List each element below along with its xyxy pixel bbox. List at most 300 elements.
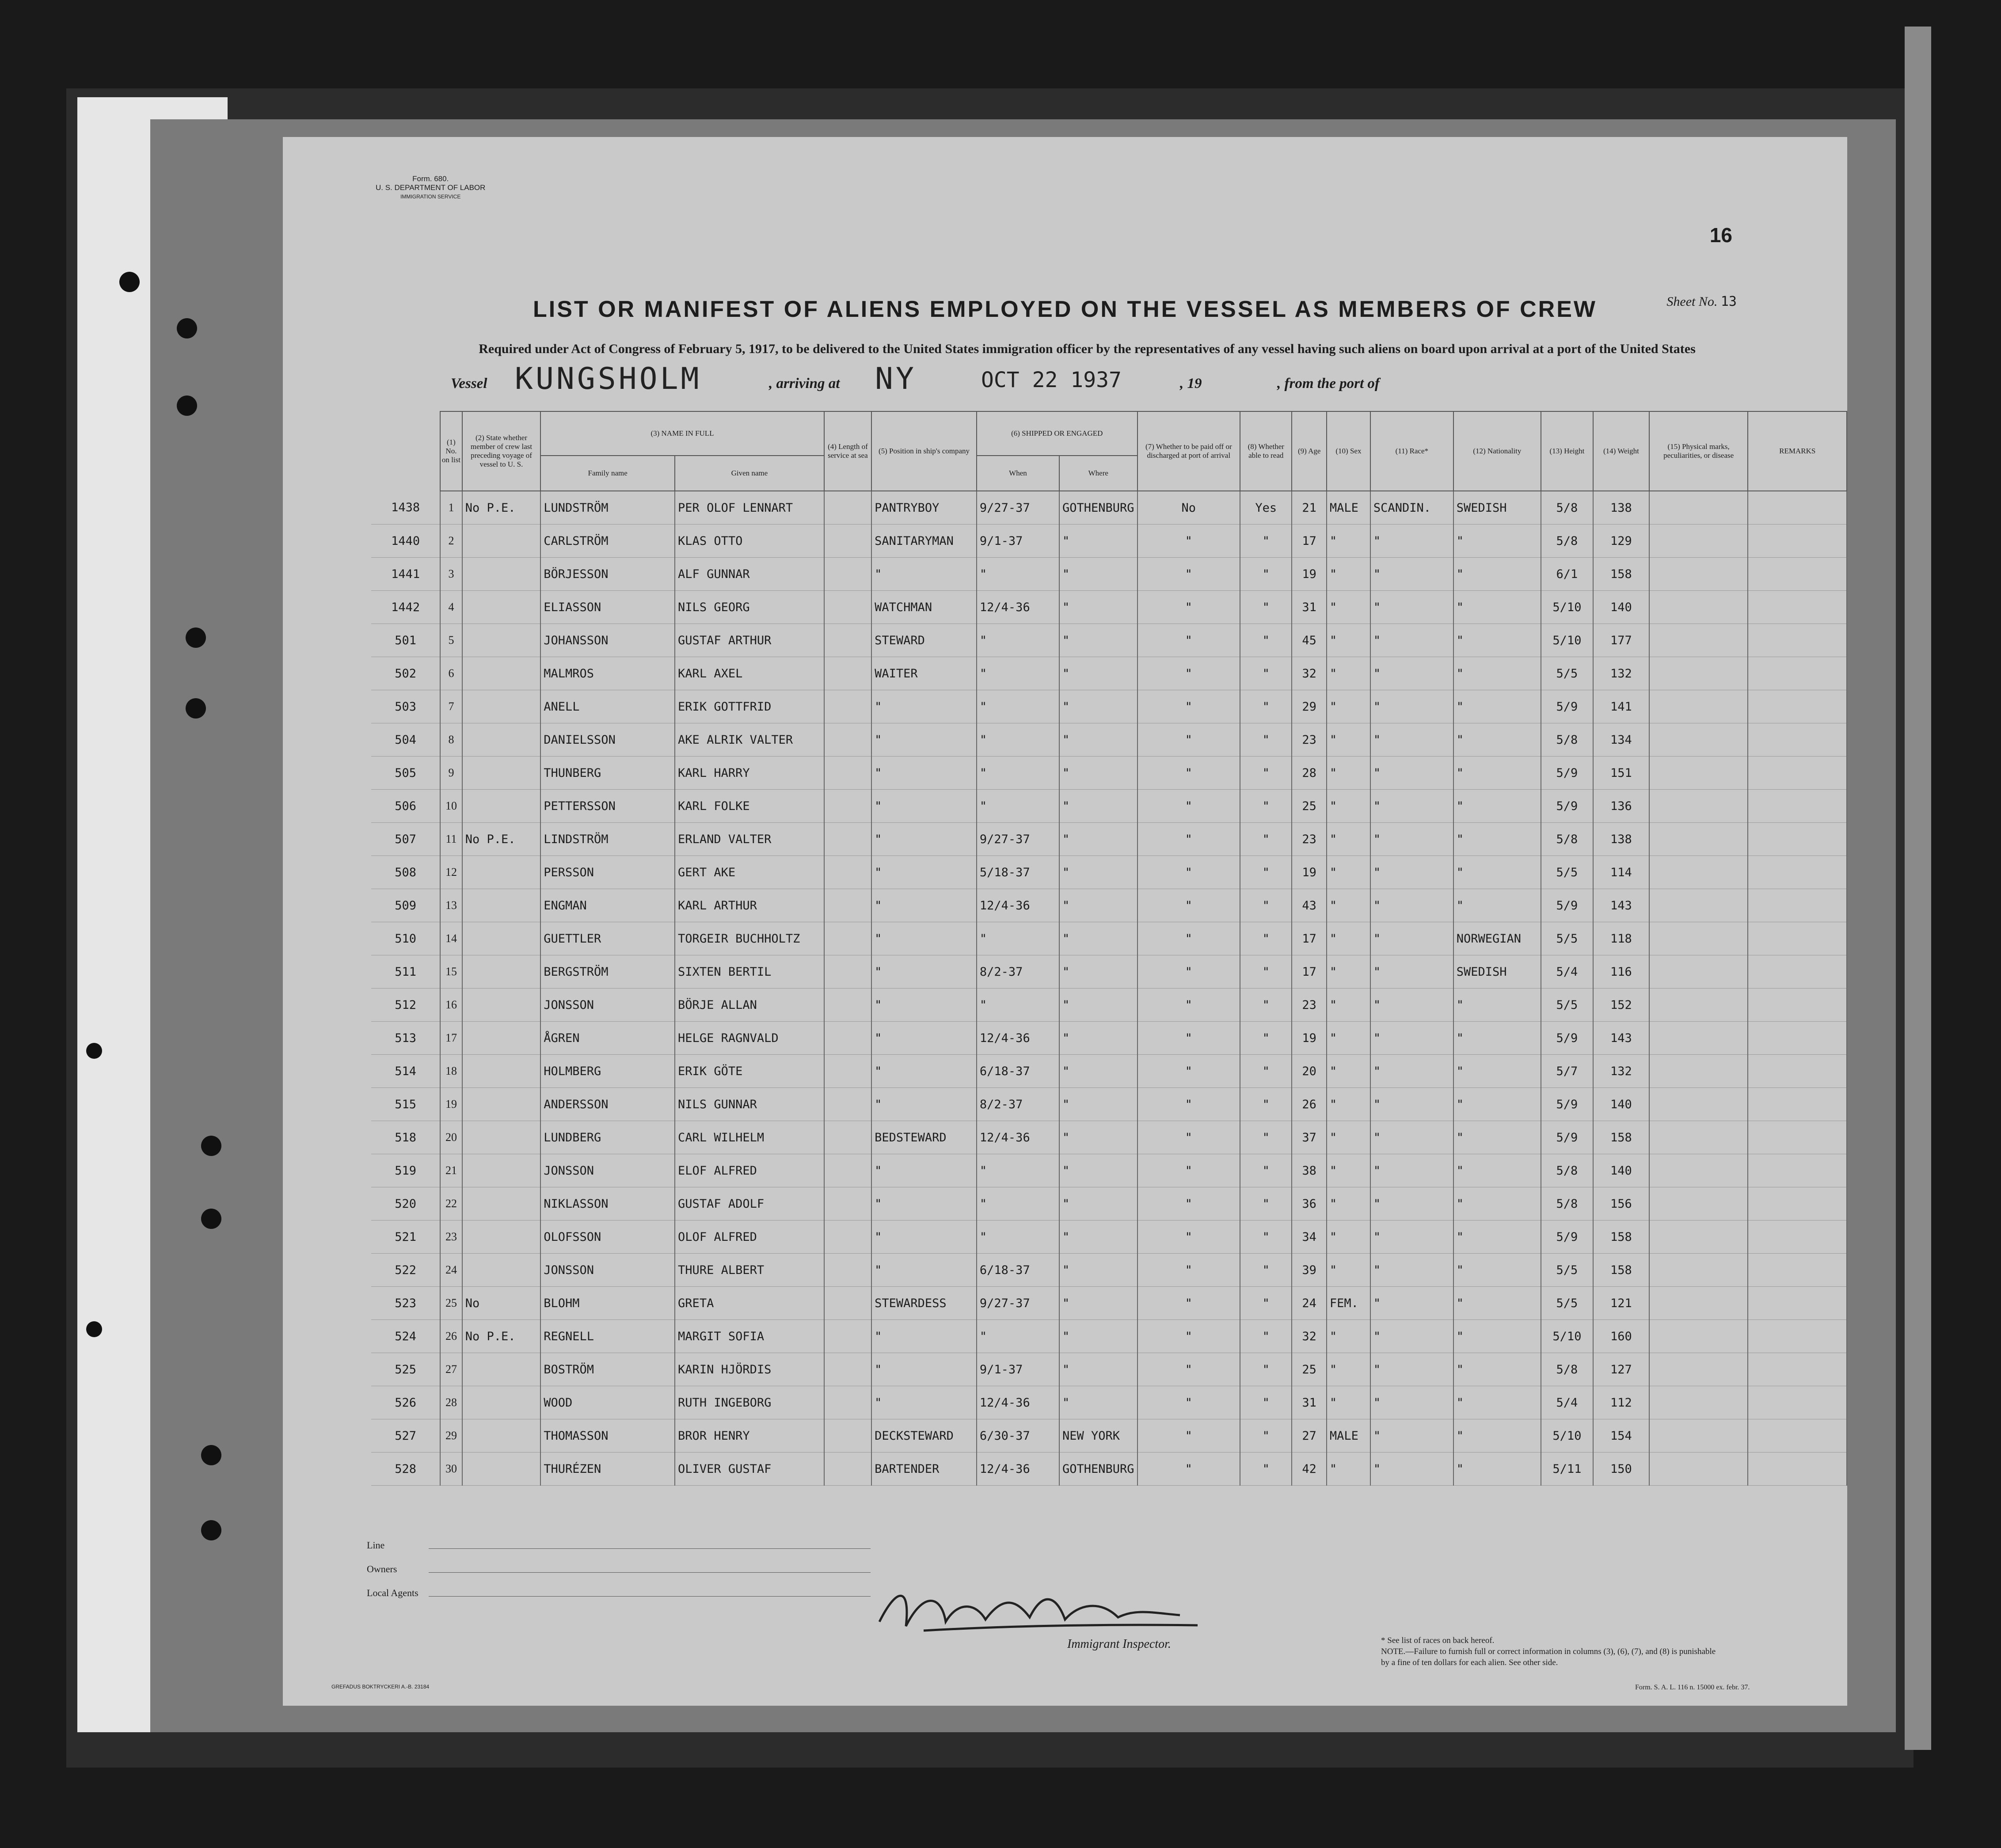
service-length-cell xyxy=(824,1254,871,1287)
given-name-cell: MARGIT SOFIA xyxy=(675,1320,824,1353)
shipped-where-cell: " xyxy=(1059,1353,1137,1386)
family-name-cell: ANDERSSON xyxy=(540,1088,675,1121)
previous-voyage-cell xyxy=(462,1386,541,1419)
shipped-when-cell: " xyxy=(977,757,1059,790)
row-number-cell: 14 xyxy=(440,922,462,955)
family-name-cell: CARLSTRÖM xyxy=(540,525,675,558)
given-name-cell: ERIK GOTTFRID xyxy=(675,690,824,723)
height-cell: 5/8 xyxy=(1541,525,1593,558)
physical-marks-cell xyxy=(1649,690,1748,723)
height-cell: 5/5 xyxy=(1541,856,1593,889)
height-cell: 5/5 xyxy=(1541,657,1593,690)
paid-off-cell: " xyxy=(1137,989,1240,1022)
table-row xyxy=(371,1419,1847,1453)
age-cell: 28 xyxy=(1292,757,1326,790)
table-row xyxy=(371,1287,1847,1320)
paid-off-cell: " xyxy=(1137,591,1240,624)
physical-marks-cell xyxy=(1649,1088,1748,1121)
race-cell: " xyxy=(1370,889,1453,922)
able-to-read-cell: " xyxy=(1240,690,1292,723)
remarks-cell xyxy=(1748,1055,1847,1088)
age-cell: 31 xyxy=(1292,1386,1326,1419)
position-cell: " xyxy=(871,1386,977,1419)
weight-cell: 121 xyxy=(1593,1287,1649,1320)
nationality-cell: " xyxy=(1453,1287,1541,1320)
able-to-read-cell: " xyxy=(1240,1386,1292,1419)
row-number-cell: 29 xyxy=(440,1419,462,1453)
age-cell: 21 xyxy=(1292,491,1326,525)
race-cell: " xyxy=(1370,1088,1453,1121)
able-to-read-cell: " xyxy=(1240,591,1292,624)
previous-voyage-cell xyxy=(462,1121,541,1154)
weight-cell: 156 xyxy=(1593,1187,1649,1221)
service-length-cell xyxy=(824,922,871,955)
race-cell: " xyxy=(1370,1121,1453,1154)
row-number-cell: 22 xyxy=(440,1187,462,1221)
row-number-cell: 25 xyxy=(440,1287,462,1320)
ref-number-cell: 503 xyxy=(371,690,440,723)
given-name-cell: ERIK GÖTE xyxy=(675,1055,824,1088)
previous-voyage-cell xyxy=(462,1353,541,1386)
table-row xyxy=(371,723,1847,757)
age-cell: 37 xyxy=(1292,1121,1326,1154)
nationality-cell: " xyxy=(1453,624,1541,657)
age-cell: 32 xyxy=(1292,657,1326,690)
col-remarks-header: REMARKS xyxy=(1748,411,1847,491)
position-cell: SANITARYMAN xyxy=(871,525,977,558)
shipped-where-cell: " xyxy=(1059,1386,1137,1419)
age-cell: 32 xyxy=(1292,1320,1326,1353)
row-number-cell: 2 xyxy=(440,525,462,558)
table-row xyxy=(371,591,1847,624)
height-cell: 5/9 xyxy=(1541,1088,1593,1121)
able-to-read-cell: " xyxy=(1240,1022,1292,1055)
remarks-cell xyxy=(1748,1121,1847,1154)
shipped-when-cell: 12/4-36 xyxy=(977,591,1059,624)
remarks-cell xyxy=(1748,1187,1847,1221)
remarks-cell xyxy=(1748,525,1847,558)
physical-marks-cell xyxy=(1649,922,1748,955)
row-number-cell: 17 xyxy=(440,1022,462,1055)
form-sal-mark: Form. S. A. L. 116 n. 15000 ex. febr. 37. xyxy=(1635,1684,1750,1691)
physical-marks-cell xyxy=(1649,856,1748,889)
weight-cell: 151 xyxy=(1593,757,1649,790)
shipped-when-cell: 6/18-37 xyxy=(977,1254,1059,1287)
age-cell: 19 xyxy=(1292,1022,1326,1055)
service-length-cell xyxy=(824,955,871,989)
given-name-cell: HELGE RAGNVALD xyxy=(675,1022,824,1055)
nationality-cell: " xyxy=(1453,889,1541,922)
physical-marks-cell xyxy=(1649,1022,1748,1055)
position-cell: " xyxy=(871,757,977,790)
family-name-cell: LUNDBERG xyxy=(540,1121,675,1154)
age-cell: 26 xyxy=(1292,1088,1326,1121)
remarks-cell xyxy=(1748,1254,1847,1287)
able-to-read-cell: " xyxy=(1240,1254,1292,1287)
previous-voyage-cell xyxy=(462,1187,541,1221)
age-cell: 39 xyxy=(1292,1254,1326,1287)
col-race-header: (11) Race* xyxy=(1370,411,1453,491)
shipped-when-cell: " xyxy=(977,989,1059,1022)
family-name-cell: THOMASSON xyxy=(540,1419,675,1453)
physical-marks-cell xyxy=(1649,1187,1748,1221)
punch-hole xyxy=(86,1043,102,1059)
given-name-cell: CARL WILHELM xyxy=(675,1121,824,1154)
col-height-header: (13) Height xyxy=(1541,411,1593,491)
nationality-cell: " xyxy=(1453,856,1541,889)
family-name-cell: LUNDSTRÖM xyxy=(540,491,675,525)
family-name-cell: LINDSTRÖM xyxy=(540,823,675,856)
previous-voyage-cell xyxy=(462,856,541,889)
height-cell: 5/8 xyxy=(1541,491,1593,525)
row-number-cell: 28 xyxy=(440,1386,462,1419)
col-no-on-list-header: (1) No. on list xyxy=(440,411,462,491)
previous-voyage-cell: No xyxy=(462,1287,541,1320)
position-cell: " xyxy=(871,1022,977,1055)
physical-marks-cell xyxy=(1649,1386,1748,1419)
physical-marks-cell xyxy=(1649,1353,1748,1386)
row-number-cell: 23 xyxy=(440,1221,462,1254)
race-cell: " xyxy=(1370,1453,1453,1486)
position-cell: BARTENDER xyxy=(871,1453,977,1486)
ref-number-cell: 1442 xyxy=(371,591,440,624)
nationality-cell: " xyxy=(1453,989,1541,1022)
ref-number-cell: 528 xyxy=(371,1453,440,1486)
row-number-cell: 12 xyxy=(440,856,462,889)
sex-cell: " xyxy=(1327,591,1370,624)
manifest-sheet xyxy=(283,137,1847,1706)
given-name-cell: GERT AKE xyxy=(675,856,824,889)
sex-cell: " xyxy=(1327,856,1370,889)
nationality-cell: " xyxy=(1453,790,1541,823)
service-length-cell xyxy=(824,690,871,723)
sex-cell: " xyxy=(1327,657,1370,690)
paid-off-cell: " xyxy=(1137,790,1240,823)
line-field xyxy=(367,1533,418,1557)
able-to-read-cell: " xyxy=(1240,1320,1292,1353)
age-cell: 17 xyxy=(1292,922,1326,955)
position-cell: " xyxy=(871,690,977,723)
row-number-cell: 6 xyxy=(440,657,462,690)
physical-marks-cell xyxy=(1649,889,1748,922)
shipped-where-cell: " xyxy=(1059,1287,1137,1320)
remarks-cell xyxy=(1748,723,1847,757)
table-row xyxy=(371,889,1847,922)
position-cell: " xyxy=(871,922,977,955)
previous-voyage-cell: No P.E. xyxy=(462,823,541,856)
position-cell: " xyxy=(871,1353,977,1386)
previous-voyage-cell xyxy=(462,525,541,558)
paid-off-cell: " xyxy=(1137,1254,1240,1287)
able-to-read-cell: " xyxy=(1240,922,1292,955)
family-name-cell: JOHANSSON xyxy=(540,624,675,657)
shipped-where-cell: " xyxy=(1059,1254,1137,1287)
remarks-cell xyxy=(1748,922,1847,955)
weight-cell: 158 xyxy=(1593,558,1649,591)
col-position-header: (5) Position in ship's company xyxy=(871,411,977,491)
shipped-where-cell: " xyxy=(1059,1022,1137,1055)
ref-number-cell: 520 xyxy=(371,1187,440,1221)
punch-hole xyxy=(86,1321,102,1337)
table-row xyxy=(371,1187,1847,1221)
family-name-cell: BLOHM xyxy=(540,1287,675,1320)
able-to-read-cell: " xyxy=(1240,1088,1292,1121)
able-to-read-cell: " xyxy=(1240,1055,1292,1088)
punch-hole xyxy=(186,627,206,648)
ref-number-cell: 515 xyxy=(371,1088,440,1121)
family-name-cell: HOLMBERG xyxy=(540,1055,675,1088)
age-cell: 31 xyxy=(1292,591,1326,624)
race-cell: " xyxy=(1370,624,1453,657)
shipped-when-cell: 12/4-36 xyxy=(977,1453,1059,1486)
able-to-read-cell: " xyxy=(1240,889,1292,922)
weight-cell: 140 xyxy=(1593,1154,1649,1187)
row-number-cell: 18 xyxy=(440,1055,462,1088)
service-length-cell xyxy=(824,1386,871,1419)
height-cell: 5/8 xyxy=(1541,723,1593,757)
height-cell: 5/9 xyxy=(1541,1022,1593,1055)
col-age-header: (9) Age xyxy=(1292,411,1326,491)
shipped-where-cell: " xyxy=(1059,558,1137,591)
given-name-cell: NILS GEORG xyxy=(675,591,824,624)
shipped-where-cell: " xyxy=(1059,1121,1137,1154)
row-number-cell: 1 xyxy=(440,491,462,525)
nationality-cell: " xyxy=(1453,1121,1541,1154)
able-to-read-cell: " xyxy=(1240,989,1292,1022)
table-row xyxy=(371,1386,1847,1419)
sex-cell: " xyxy=(1327,1187,1370,1221)
shipped-when-cell: " xyxy=(977,723,1059,757)
nationality-cell: " xyxy=(1453,558,1541,591)
shipped-when-cell: 9/1-37 xyxy=(977,1353,1059,1386)
sheet-number: 16 xyxy=(1709,224,1732,247)
age-cell: 19 xyxy=(1292,856,1326,889)
sex-cell: " xyxy=(1327,723,1370,757)
weight-cell: 160 xyxy=(1593,1320,1649,1353)
paid-off-cell: " xyxy=(1137,955,1240,989)
weight-cell: 132 xyxy=(1593,657,1649,690)
able-to-read-cell: " xyxy=(1240,1287,1292,1320)
position-cell: " xyxy=(871,1254,977,1287)
age-cell: 25 xyxy=(1292,1353,1326,1386)
table-row xyxy=(371,624,1847,657)
previous-voyage-cell xyxy=(462,591,541,624)
previous-voyage-cell xyxy=(462,790,541,823)
age-cell: 45 xyxy=(1292,624,1326,657)
age-cell: 34 xyxy=(1292,1221,1326,1254)
shipped-when-cell: 12/4-36 xyxy=(977,889,1059,922)
able-to-read-cell: " xyxy=(1240,790,1292,823)
note-fine: NOTE.—Failure to furnish full or correct information in columns (3), (6), (7), and (8) is punishable by a fine of ten dollars for each alien. See other side. xyxy=(1381,1647,1716,1667)
shipped-where-cell: GOTHENBURG xyxy=(1059,1453,1137,1486)
ref-number-cell: 505 xyxy=(371,757,440,790)
nationality-cell: SWEDISH xyxy=(1453,955,1541,989)
table-row xyxy=(371,989,1847,1022)
vessel-line xyxy=(451,361,1688,407)
race-cell: " xyxy=(1370,922,1453,955)
shipped-when-cell: " xyxy=(977,1320,1059,1353)
service-length-cell xyxy=(824,989,871,1022)
physical-marks-cell xyxy=(1649,1221,1748,1254)
weight-cell: 143 xyxy=(1593,889,1649,922)
position-cell: STEWARD xyxy=(871,624,977,657)
shipped-where-cell: " xyxy=(1059,889,1137,922)
remarks-cell xyxy=(1748,690,1847,723)
shipped-when-cell: 9/27-37 xyxy=(977,823,1059,856)
shipped-where-cell: " xyxy=(1059,525,1137,558)
sex-cell: " xyxy=(1327,1386,1370,1419)
sex-cell: " xyxy=(1327,989,1370,1022)
sex-cell: " xyxy=(1327,1154,1370,1187)
height-cell: 5/10 xyxy=(1541,591,1593,624)
physical-marks-cell xyxy=(1649,1154,1748,1187)
able-to-read-cell: " xyxy=(1240,1453,1292,1486)
sheet-no-label: Sheet No. xyxy=(1666,294,1718,309)
physical-marks-cell xyxy=(1649,955,1748,989)
sex-cell: MALE xyxy=(1327,1419,1370,1453)
height-cell: 5/9 xyxy=(1541,1121,1593,1154)
able-to-read-cell: Yes xyxy=(1240,491,1292,525)
remarks-cell xyxy=(1748,856,1847,889)
given-name-cell: KARL AXEL xyxy=(675,657,824,690)
race-cell: " xyxy=(1370,1154,1453,1187)
previous-voyage-cell xyxy=(462,989,541,1022)
service-length-cell xyxy=(824,1419,871,1453)
table-row xyxy=(371,657,1847,690)
ref-number-cell: 523 xyxy=(371,1287,440,1320)
ref-number-cell: 514 xyxy=(371,1055,440,1088)
service-length-cell xyxy=(824,1353,871,1386)
physical-marks-cell xyxy=(1649,591,1748,624)
row-number-cell: 27 xyxy=(440,1353,462,1386)
family-name-cell: REGNELL xyxy=(540,1320,675,1353)
previous-voyage-cell xyxy=(462,1254,541,1287)
shipped-when-cell: 5/18-37 xyxy=(977,856,1059,889)
able-to-read-cell: " xyxy=(1240,955,1292,989)
given-name-cell: BROR HENRY xyxy=(675,1419,824,1453)
race-cell: " xyxy=(1370,790,1453,823)
sex-cell: " xyxy=(1327,1353,1370,1386)
physical-marks-cell xyxy=(1649,723,1748,757)
family-name-cell: JONSSON xyxy=(540,989,675,1022)
shipped-where-cell: " xyxy=(1059,757,1137,790)
sex-cell: " xyxy=(1327,757,1370,790)
shipped-where-cell: " xyxy=(1059,1320,1137,1353)
service-length-cell xyxy=(824,624,871,657)
race-cell: " xyxy=(1370,723,1453,757)
position-cell: " xyxy=(871,1055,977,1088)
weight-cell: 152 xyxy=(1593,989,1649,1022)
paid-off-cell: " xyxy=(1137,823,1240,856)
remarks-cell xyxy=(1748,1022,1847,1055)
weight-cell: 138 xyxy=(1593,491,1649,525)
row-number-cell: 15 xyxy=(440,955,462,989)
position-cell: " xyxy=(871,1221,977,1254)
able-to-read-cell: " xyxy=(1240,624,1292,657)
paid-off-cell: " xyxy=(1137,1419,1240,1453)
ref-number-cell: 524 xyxy=(371,1320,440,1353)
footer-notes xyxy=(1381,1635,1726,1668)
inspector-signature xyxy=(871,1582,1206,1639)
physical-marks-cell xyxy=(1649,558,1748,591)
vessel-label: Vessel xyxy=(451,376,487,392)
position-cell: " xyxy=(871,955,977,989)
punch-hole xyxy=(119,272,140,292)
height-cell: 5/11 xyxy=(1541,1453,1593,1486)
given-name-cell: BÖRJE ALLAN xyxy=(675,989,824,1022)
table-row xyxy=(371,690,1847,723)
paid-off-cell: " xyxy=(1137,1187,1240,1221)
given-name-cell: ELOF ALFRED xyxy=(675,1154,824,1187)
previous-voyage-cell xyxy=(462,757,541,790)
race-cell: " xyxy=(1370,1353,1453,1386)
weight-cell: 134 xyxy=(1593,723,1649,757)
paid-off-cell: " xyxy=(1137,1154,1240,1187)
family-name-cell: JONSSON xyxy=(540,1154,675,1187)
table-row xyxy=(371,525,1847,558)
age-cell: 17 xyxy=(1292,955,1326,989)
position-cell: " xyxy=(871,558,977,591)
col-name-header: (3) NAME IN FULL xyxy=(540,411,824,456)
service-length-cell xyxy=(824,1453,871,1486)
weight-cell: 140 xyxy=(1593,591,1649,624)
given-name-cell: OLIVER GUSTAF xyxy=(675,1453,824,1486)
remarks-cell xyxy=(1748,491,1847,525)
remarks-cell xyxy=(1748,757,1847,790)
paid-off-cell: " xyxy=(1137,757,1240,790)
race-cell: " xyxy=(1370,1287,1453,1320)
col-when-header: When xyxy=(977,456,1059,491)
service-length-cell xyxy=(824,757,871,790)
header-row xyxy=(371,411,1847,456)
row-number-cell: 4 xyxy=(440,591,462,624)
given-name-cell: KLAS OTTO xyxy=(675,525,824,558)
service-length-cell xyxy=(824,491,871,525)
table-row xyxy=(371,558,1847,591)
weight-cell: 140 xyxy=(1593,1088,1649,1121)
nationality-cell: " xyxy=(1453,1088,1541,1121)
table-row xyxy=(371,1320,1847,1353)
given-name-cell: GRETA xyxy=(675,1287,824,1320)
paid-off-cell: " xyxy=(1137,1453,1240,1486)
ref-number-cell: 513 xyxy=(371,1022,440,1055)
physical-marks-cell xyxy=(1649,1419,1748,1453)
paid-off-cell: " xyxy=(1137,889,1240,922)
paid-off-cell: " xyxy=(1137,1088,1240,1121)
row-number-cell: 7 xyxy=(440,690,462,723)
shipped-where-cell: " xyxy=(1059,955,1137,989)
ref-number-cell: 511 xyxy=(371,955,440,989)
line-label: Line xyxy=(367,1540,385,1551)
paid-off-cell: " xyxy=(1137,856,1240,889)
manifest-title: LIST OR MANIFEST OF ALIENS EMPLOYED ON THE VESSEL AS MEMBERS OF CREW xyxy=(533,297,1597,322)
remarks-cell xyxy=(1748,1453,1847,1486)
previous-voyage-cell xyxy=(462,1419,541,1453)
paid-off-cell: " xyxy=(1137,1353,1240,1386)
race-cell: " xyxy=(1370,1386,1453,1419)
able-to-read-cell: " xyxy=(1240,657,1292,690)
sex-cell: " xyxy=(1327,790,1370,823)
weight-cell: 158 xyxy=(1593,1254,1649,1287)
shipped-where-cell: " xyxy=(1059,856,1137,889)
race-cell: " xyxy=(1370,823,1453,856)
shipped-when-cell: " xyxy=(977,558,1059,591)
table-row xyxy=(371,922,1847,955)
nationality-cell: " xyxy=(1453,525,1541,558)
position-cell: DECKSTEWARD xyxy=(871,1419,977,1453)
race-cell: " xyxy=(1370,1187,1453,1221)
table-row xyxy=(371,1055,1847,1088)
